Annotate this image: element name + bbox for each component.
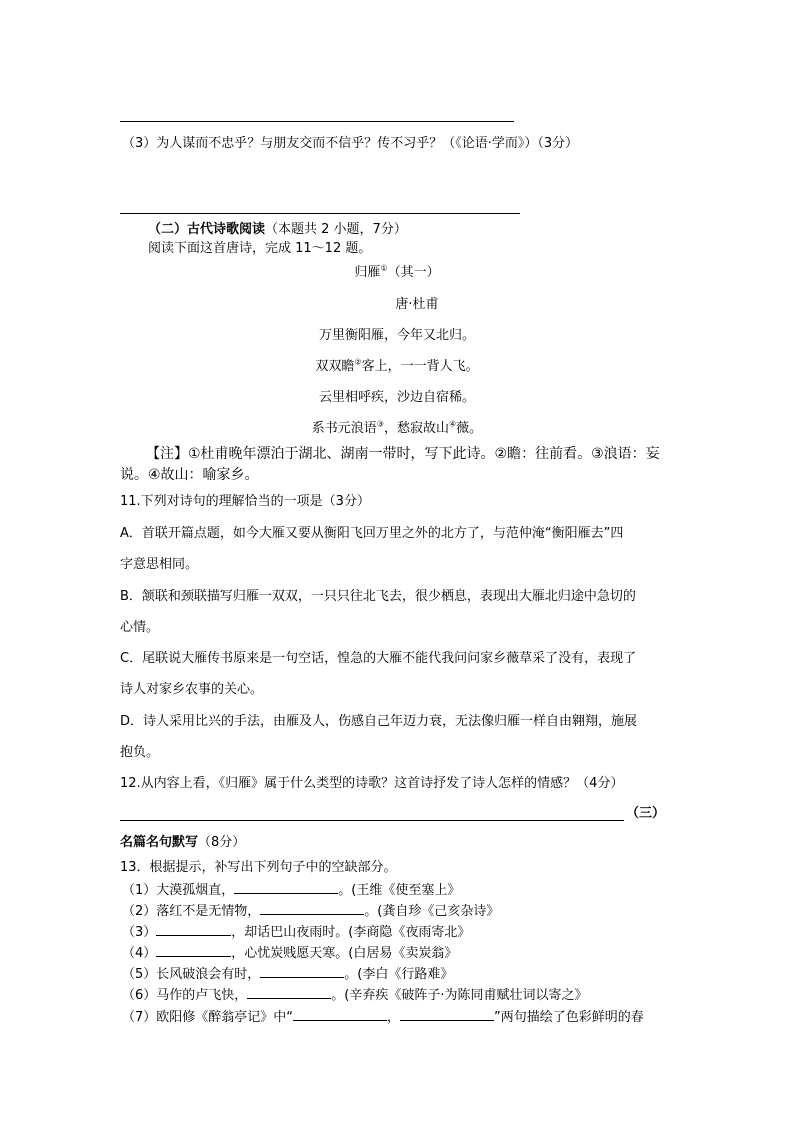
fill-line-5 bbox=[122, 965, 453, 983]
fill-suffix: 。(王维《使至塞上》 bbox=[338, 883, 461, 898]
fill-prefix: （5）长风破浪会有时， bbox=[122, 967, 261, 982]
question-13: 13．根据提示，补写出下列句子中的空缺部分。 bbox=[120, 860, 397, 875]
poem-line bbox=[0, 359, 794, 375]
answer-blank[interactable] bbox=[293, 1008, 387, 1021]
fill-line-6 bbox=[122, 986, 588, 1004]
answer-blank[interactable] bbox=[234, 881, 338, 894]
section-meta: （8分） bbox=[198, 835, 246, 850]
footnote-marker: ② bbox=[354, 357, 362, 367]
answer-line bbox=[120, 820, 624, 821]
fill-prefix: （2）落红不是无情物， bbox=[122, 904, 261, 919]
option-c: C．尾联说大雁传书原来是一句空话，惶急的大雁不能代我问问家乡薇草采了没有，表现了 bbox=[120, 651, 637, 666]
poem-line: 云里相呼疾，沙边自宿稀。 bbox=[318, 390, 475, 405]
poem-text: 双双瞻 bbox=[315, 359, 355, 374]
fill-prefix: （1）大漠孤烟直， bbox=[122, 883, 235, 898]
option-a: A．首联开篇点题，如今大雁又要从衡阳飞回万里之外的北方了，与范仲淹“衡阳雁去”四 bbox=[120, 526, 624, 541]
answer-blank[interactable] bbox=[260, 965, 344, 978]
section-number: （三） bbox=[626, 806, 666, 821]
fill-line-7 bbox=[122, 1008, 644, 1026]
poem-text: 客上，一一背人飞。 bbox=[361, 359, 479, 374]
option-b: B．颔联和颈联描写归雁一双双，一只只往北飞去，很少栖息，表现出大雁北归途中急切的 bbox=[120, 589, 636, 604]
fill-line-3 bbox=[122, 923, 470, 941]
question-3: （3）为人谋而不忠乎？与朋友交而不信乎？传不习乎？（《论语·学而》）（3分） bbox=[122, 136, 579, 151]
fill-line-1 bbox=[122, 881, 460, 899]
poem-line: 万里衡阳雁，今年又北归。 bbox=[318, 328, 475, 343]
section-intro: 阅读下面这首唐诗，完成 11～12 题。 bbox=[148, 241, 372, 256]
fill-suffix: 。(李白《行路难》 bbox=[344, 967, 454, 982]
answer-blank[interactable] bbox=[400, 1008, 494, 1021]
fill-prefix: （3） bbox=[122, 925, 157, 940]
footnote-marker: ③ bbox=[376, 419, 384, 429]
option-d: 抱负。 bbox=[120, 745, 160, 760]
fill-separator: ， bbox=[387, 1010, 401, 1025]
section-meta: （本题共 2 小题，7分） bbox=[265, 222, 407, 237]
answer-blank[interactable] bbox=[156, 923, 231, 936]
option-c: 诗人对家乡农事的关心。 bbox=[120, 682, 264, 697]
option-d: D．诗人采用比兴的手法，由雁及人，伤感自己年迈力衰，无法像归雁一样自由翱翔，施展 bbox=[120, 714, 638, 729]
section-title: 名篇名句默写 bbox=[120, 835, 199, 850]
poem-title-suffix: （其一） bbox=[387, 265, 440, 280]
question-12: 12.从内容上看，《归雁》属于什么类型的诗歌？这首诗抒发了诗人怎样的情感？（4分） bbox=[120, 776, 624, 791]
fill-suffix: 。(辛弃疾《破阵子·为陈同甫赋壮词以寄之》 bbox=[331, 988, 588, 1003]
footnote-marker: ① bbox=[380, 263, 388, 273]
footnote-marker: ④ bbox=[449, 419, 457, 429]
fill-prefix: （4） bbox=[122, 946, 157, 961]
answer-blank[interactable] bbox=[260, 902, 364, 915]
poem-note: 【注】①杜甫晚年漂泊于湖北、湖南一带时，写下此诗。②瞻：往前看。③浪语：妄 bbox=[146, 446, 660, 462]
fill-suffix: ，却话巴山夜雨时。(李商隐《夜雨寄北》 bbox=[231, 925, 471, 940]
fill-line-2 bbox=[122, 902, 499, 920]
option-b: 心情。 bbox=[120, 620, 160, 635]
poem-note: 说。④故山：喻家乡。 bbox=[120, 467, 259, 483]
section-heading bbox=[120, 835, 245, 851]
section-heading bbox=[148, 222, 407, 238]
poem-text: 薇。 bbox=[456, 421, 483, 436]
fill-suffix: 。(龚自珍《己亥杂诗》 bbox=[364, 904, 500, 919]
poem-text: 系书元浪语 bbox=[311, 421, 377, 436]
fill-suffix: ，心忧炭贱愿天寒。(白居易《卖炭翁》 bbox=[231, 946, 458, 961]
answer-line bbox=[120, 121, 514, 122]
answer-line bbox=[120, 213, 520, 214]
poem-text: ，愁寂故山 bbox=[383, 421, 449, 436]
poem-line bbox=[0, 421, 794, 437]
poem-title bbox=[0, 265, 794, 281]
question-11: 11.下列对诗句的理解恰当的一项是（3分） bbox=[120, 494, 370, 509]
fill-line-4 bbox=[122, 944, 457, 962]
fill-prefix: （6）马作的卢飞快， bbox=[122, 988, 248, 1003]
section-title: （二）古代诗歌阅读 bbox=[148, 222, 266, 237]
fill-prefix: （7）欧阳修《醉翁亭记》中“ bbox=[122, 1010, 294, 1025]
answer-blank[interactable] bbox=[247, 986, 331, 999]
answer-blank[interactable] bbox=[156, 944, 231, 957]
poem-title-text: 归雁 bbox=[354, 265, 381, 280]
poem-author: 唐·杜甫 bbox=[395, 297, 439, 312]
fill-suffix: ”两句描绘了色彩鲜明的春 bbox=[494, 1010, 644, 1025]
option-a: 字意思相同。 bbox=[120, 557, 199, 572]
